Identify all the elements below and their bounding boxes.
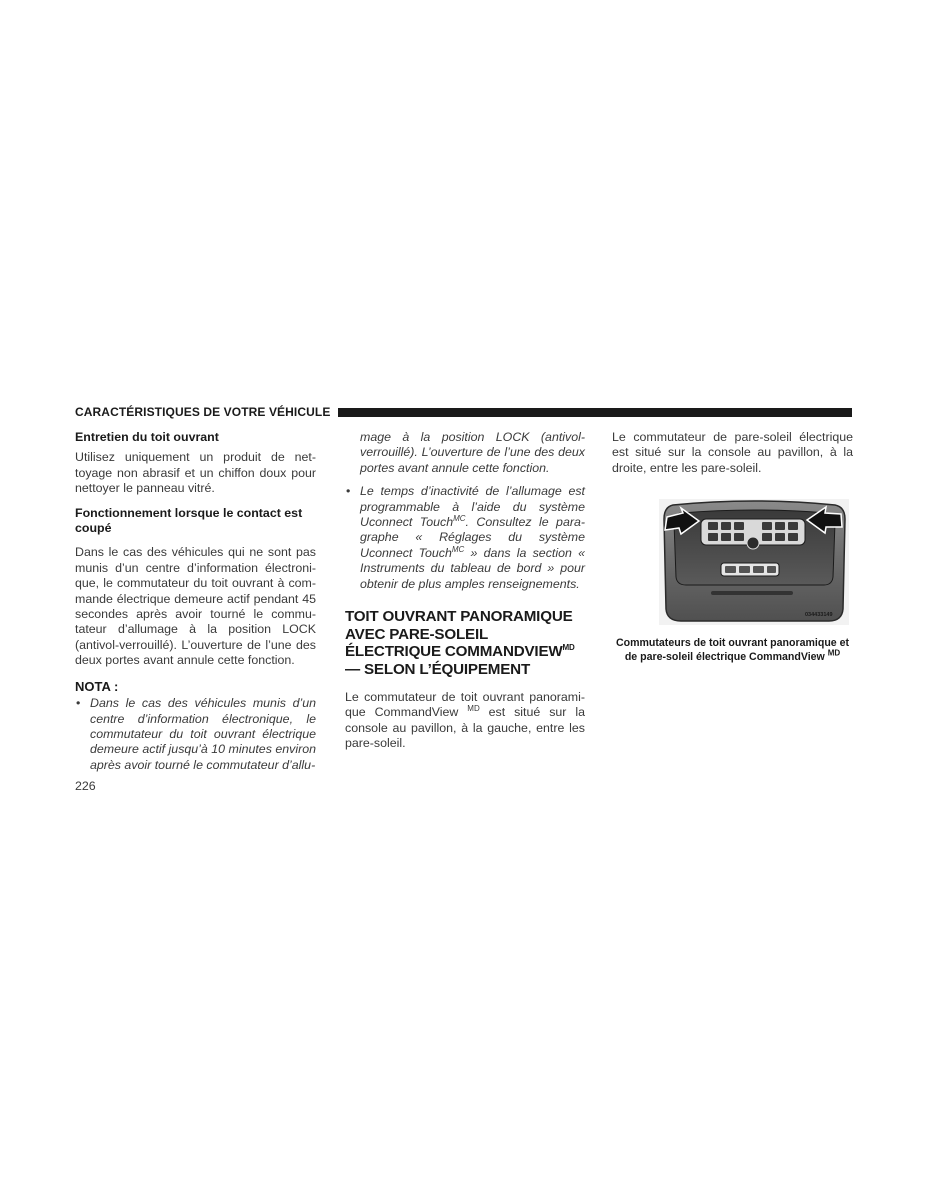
note-bullet-1 [75, 696, 316, 773]
note-bullet-2 [345, 484, 585, 592]
caption-text: Commutateurs de toit ouvrant panoramique et de pare-soleil électrique CommandView [615, 637, 850, 663]
column-3 [612, 430, 853, 476]
bullet-2-text-a: Le temps d’inactivité de l’allumage est programmable à l’aide du système Uconnect Touch [360, 484, 585, 530]
console-slot [711, 591, 793, 595]
bullet-dot: • [346, 484, 351, 499]
paragraph-commandview [345, 690, 585, 752]
bullet-2-text-b: . Consultez le para-graphe « Réglages du système Uconnect Touch [360, 515, 585, 560]
paragraph-text-a: Le commutateur de toit ouvrant panorami-que CommandView [345, 690, 585, 720]
note-bullet-1-continued: mage à la position LOCK (antivol-verrouillé). L’ouverture de l’une des deux portes avant annule cette fonction. [360, 430, 585, 475]
paragraph-entretien: Utilisez uniquement un produit de net-toyage non abrasif et un chiffon doux pour nettoyer le panneau vitré. [75, 450, 316, 496]
section-title: CARACTÉRISTIQUES DE VOTRE VÉHICULE [75, 405, 331, 419]
heading-text-a: TOIT OUVRANT PANORAMIQUE AVEC PARE-SOLEIL ÉLECTRIQUE COMMANDVIEW [345, 608, 573, 661]
heading-fonctionnement: Fonctionnement lorsque le contact est coupé [75, 505, 303, 536]
page-header [75, 404, 852, 420]
nota-label: NOTA : [75, 678, 119, 694]
column-1 [75, 430, 316, 773]
center-sensor [747, 537, 759, 549]
column-2 [345, 430, 585, 752]
page-number: 226 [75, 779, 96, 793]
header-rule [338, 408, 852, 417]
figure-code: 034433149 [805, 612, 833, 618]
trademark-sup: MD [562, 643, 575, 652]
figure-caption [612, 637, 853, 664]
overhead-console-figure [659, 499, 849, 625]
bullet-dot: • [76, 696, 81, 711]
section-heading-toit-panoramique [345, 608, 585, 678]
trademark-sup: MD [467, 704, 480, 714]
paragraph-pare-soleil: Le commutateur de pare-soleil électrique est situé sur la console au pavillon, à la droite, entre les pare-soleil. [612, 430, 853, 475]
trademark-sup: MC [451, 544, 465, 554]
trademark-sup: MC [453, 513, 466, 523]
trademark-sup: MD [827, 647, 841, 657]
heading-text-b: — SELON L’ÉQUIPEMENT [345, 660, 531, 678]
paragraph-fonctionnement: Dans le cas des véhicules qui ne sont pas munis d’un centre d’information électroni-que, le commutateur du toit ouvrant à com-mande électrique demeure actif pendant 45 secondes après avoir tourné le commu-tateur d’allumage à la position LOCK (antivol-verrouillé). L’ouverture de l’une des deux portes avant annule cette fonction. [75, 545, 316, 668]
bullet-1-text: Dans le cas des véhicules munis d’un centre d’information électronique, le commutateur du toit ouvrant électrique demeure actif jusqu’à 10 minutes environ après avoir tourné le commutateur d’allu- [90, 696, 316, 772]
paragraph-text-b: est situé sur la console au pavillon, à la gauche, entre les pare-soleil. [345, 705, 585, 751]
heading-entretien: Entretien du toit ouvrant [75, 430, 219, 444]
overhead-console-illustration [659, 499, 849, 625]
bullet-2-text-c: » dans la section « Instruments du tableau de bord » pour obtenir de plus amples renseignements. [360, 545, 585, 591]
